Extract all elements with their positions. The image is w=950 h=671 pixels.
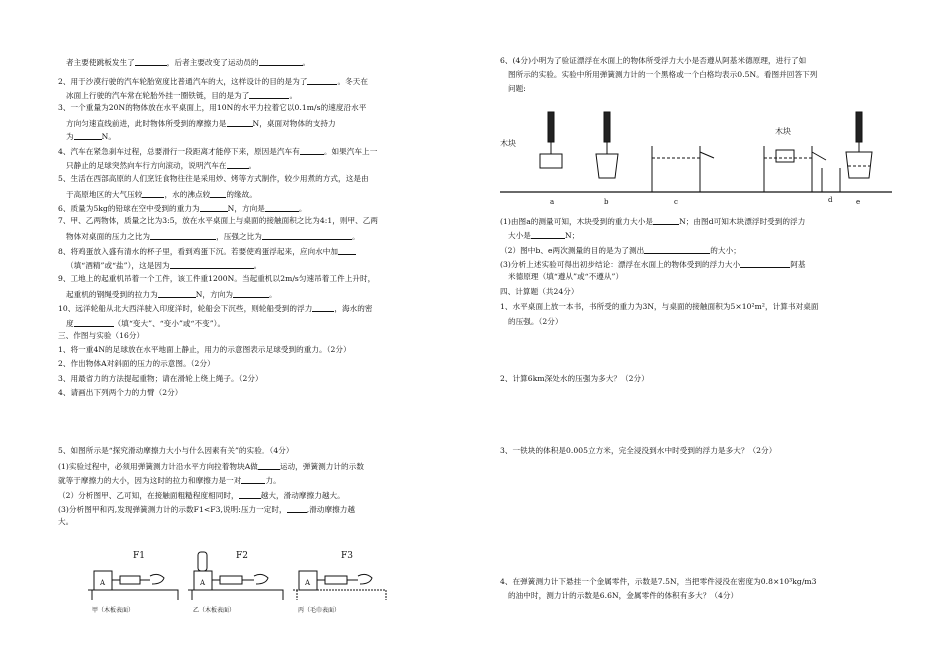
answer-blank[interactable] bbox=[300, 146, 324, 155]
question-10-line2: 度 （填“变大”、“变小”或“不变”）。 bbox=[66, 319, 226, 328]
question-8: 8、将鸡蛋放入盛有清水的杯子里，看到鸡蛋下沉。若要使鸡蛋浮起来，应向水中加 bbox=[58, 246, 356, 256]
answer-blank[interactable] bbox=[287, 504, 307, 513]
experiment-question-5: 5、如图所示是“探究滑动摩擦力大小与什么因素有关”的实验．（4分） bbox=[58, 446, 294, 455]
question-6-part1-line2: 大小是 N； bbox=[508, 231, 580, 240]
drawing-question-1: 1、将一重4N的足球放在水平地面上静止，用力的示意图表示足球受到的重力。（2分） bbox=[58, 345, 351, 354]
catch-cup-d bbox=[822, 168, 840, 192]
question-5-line2: 于高原地区的大气压较 ，水的沸点较 的缘故。 bbox=[66, 190, 257, 199]
q1-continuation: 者主要使跳板发生了 ，后者主要改变了运动员的 。 bbox=[66, 58, 311, 67]
answer-blank[interactable] bbox=[200, 203, 228, 212]
question-9: 9、工地上的起重机吊着一个工件，该工件重1200N。当起重机以2m/s匀速吊着工件上升时， bbox=[58, 274, 376, 283]
question-4: 4、汽车在紧急刹车过程，总要滑行一段距离才能停下来，原因是汽车有 。如果汽车上一 bbox=[58, 147, 378, 156]
question-3-line2: 方向匀速直线前进，此时物体所受到的摩擦力是 N，桌面对物体的支持力 bbox=[66, 119, 336, 128]
question-4-line2: 只静止的足球突然向车行方向滚动，说明汽车在 。 bbox=[66, 161, 257, 170]
answer-blank[interactable] bbox=[227, 118, 253, 127]
experiment-q5-part1: (1)实验过程中，必须用弹簧测力计沿水平方向拉着物块A做 运动，弹簧测力计的示数 bbox=[58, 462, 364, 471]
section-3-heading: 三、作图与实验（16分） bbox=[58, 331, 145, 340]
question-6: 6、质量为5kg的铅球在空中受到的重力为 N，方向是 。 bbox=[58, 204, 307, 213]
answer-blank[interactable] bbox=[307, 76, 337, 85]
label-c: c bbox=[674, 198, 678, 206]
caption-jia: 甲（木板表面） bbox=[92, 607, 135, 614]
answer-blank[interactable] bbox=[338, 246, 356, 255]
scale-a bbox=[548, 112, 554, 142]
section-4-heading: 四、计算题（共24分） bbox=[500, 287, 579, 296]
label-wood-right: 木块 bbox=[775, 127, 791, 136]
answer-blank[interactable] bbox=[142, 189, 164, 198]
bucket-b bbox=[596, 154, 618, 178]
answer-blank[interactable] bbox=[158, 289, 196, 298]
label-block-a: A bbox=[305, 579, 311, 587]
answer-blank[interactable] bbox=[312, 303, 334, 312]
experiment-q5-part3-line2: 大。 bbox=[58, 517, 74, 526]
question-8-line2: （填“酒精”或“盐”），这是因为 。 bbox=[66, 261, 262, 270]
answer-blank[interactable] bbox=[74, 131, 102, 140]
overflow-beaker-c bbox=[652, 146, 700, 192]
spout-c bbox=[700, 152, 714, 158]
experiment-q5-part3: (3)分析图甲和丙,发现弹簧测力计的示数F1<F3,说明:压力一定时， ,滑动摩擦力越 bbox=[58, 505, 356, 514]
drawing-question-4: 4、请画出下列两个力的力臂（2分） bbox=[58, 388, 183, 397]
label-e: e bbox=[856, 198, 861, 206]
spout-d bbox=[812, 152, 826, 160]
question-7: 7、甲、乙两物体，质量之比为3:5，放在水平桌面上与桌面的接触面积之比为4:1，则甲、乙两 bbox=[58, 216, 379, 225]
answer-blank[interactable] bbox=[239, 490, 261, 499]
spring-scale-3 bbox=[317, 576, 358, 584]
hand-3 bbox=[358, 574, 372, 584]
question-2-line2: 冰面上行驶的汽车常在轮胎外挂一圈铁链，目的是为了 。 bbox=[66, 91, 298, 100]
board-surface-2 bbox=[188, 590, 283, 600]
hand-2 bbox=[254, 574, 268, 584]
calc-question-2: 2、计算6km深处水的压强为多大？（2分） bbox=[500, 374, 649, 383]
answer-blank[interactable] bbox=[74, 318, 114, 327]
answer-blank[interactable] bbox=[258, 461, 280, 470]
answer-blank[interactable] bbox=[531, 230, 565, 239]
friction-experiment-figure bbox=[88, 538, 388, 618]
question-6-part3-line2: 米德原理（填“遵从”或“不遵从”） bbox=[508, 272, 624, 281]
answer-blank[interactable] bbox=[233, 289, 269, 298]
question-6-right-line3: 问题: bbox=[508, 84, 526, 93]
experiment-q5-part1-line2: 就等于摩擦力的大小，因为这时的拉力和摩擦力是一对 力。 bbox=[58, 476, 281, 485]
answer-blank[interactable] bbox=[170, 260, 254, 269]
answer-blank[interactable] bbox=[259, 57, 303, 66]
question-3-line3: 为 N。 bbox=[66, 132, 116, 141]
calc-question-1-line2: 的压强。（2分） bbox=[508, 317, 563, 326]
label-d: d bbox=[828, 196, 833, 204]
bucket-e bbox=[846, 152, 872, 178]
answer-blank[interactable] bbox=[740, 259, 790, 268]
hand-1 bbox=[150, 574, 164, 584]
label-a: a bbox=[550, 198, 555, 206]
question-10: 10、远洋轮船从北大西洋驶入印度洋时，轮船会下沉些，则轮船受到的浮力 ，海水的密 bbox=[58, 304, 373, 313]
answer-blank[interactable] bbox=[644, 245, 710, 254]
scale-b bbox=[604, 112, 610, 142]
wood-block-d bbox=[776, 150, 794, 162]
scale-e bbox=[856, 112, 862, 142]
label-block-a: A bbox=[200, 579, 206, 587]
label-b: b bbox=[604, 198, 609, 206]
buoyancy-experiment-figure bbox=[500, 106, 892, 206]
question-9-line2: 起重机的钢绳受到的拉力为 N，方向为 。 bbox=[66, 290, 277, 299]
label-wood-left: 木块 bbox=[500, 139, 516, 148]
answer-blank[interactable] bbox=[150, 231, 216, 240]
answer-blank[interactable] bbox=[227, 160, 249, 169]
label-f3: F3 bbox=[341, 551, 353, 561]
drawing-question-2: 2、作出物体A对斜面的压力的示意图。（2分） bbox=[58, 359, 215, 368]
experiment-q5-part2: （2）分析图甲、乙可知，在接触面粗糙程度相同时， 越大，滑动摩擦力越大。 bbox=[58, 491, 345, 500]
question-2: 2、用于沙漠行驶的汽车轮胎宽度比普通汽车的大，这样设计的目的是为了 。冬天在 bbox=[58, 77, 369, 86]
question-6-part3: (3)分析上述实验可得出初步结论：漂浮在水面上的物体受到的浮力大小 阿基 bbox=[500, 260, 806, 269]
answer-blank[interactable] bbox=[210, 189, 226, 198]
calc-question-3: 3、一铁块的体积是0.005立方米，完全浸没到水中时受到的浮力是多大？（2分） bbox=[500, 446, 777, 455]
towel-surface-3 bbox=[293, 590, 386, 600]
label-f1: F1 bbox=[133, 551, 145, 561]
calc-question-1: 1、水平桌面上放一本书，书所受的重力为3N，与桌面的接触面积为5×10²m²，计算书对桌面 bbox=[500, 302, 819, 311]
answer-blank[interactable] bbox=[265, 203, 299, 212]
calc-question-4: 4、在弹簧测力计下悬挂一个金属零件，示数是7.5N，当把零件浸没在密度为0.8×10³kg/m3 bbox=[500, 577, 817, 586]
board-surface-1 bbox=[88, 590, 178, 600]
wood-block-a bbox=[540, 154, 562, 168]
answer-blank[interactable] bbox=[241, 475, 265, 484]
spring-scale-1 bbox=[112, 576, 150, 584]
answer-blank[interactable] bbox=[653, 216, 679, 225]
spring-scale-2 bbox=[212, 576, 254, 584]
right-column bbox=[500, 0, 900, 671]
question-6-part2: （2）图中b、e两次测量的目的是为了测出 的大小； bbox=[500, 246, 741, 255]
caption-yi: 乙（木板表面） bbox=[193, 607, 236, 614]
answer-blank[interactable] bbox=[249, 90, 289, 99]
overflow-beaker-d bbox=[764, 146, 812, 192]
answer-blank[interactable] bbox=[262, 231, 352, 240]
label-block-a: A bbox=[100, 579, 106, 587]
question-3: 3、一个重量为20N的物体放在水平桌面上，用10N的水平力拉着它以0.1m/s的速度沿水平 bbox=[58, 103, 367, 112]
question-6-right-line2: 图所示的实验。实验中所用弹簧测力计的一个黑格或一个白格均表示0.5N。看图并回答下列 bbox=[508, 70, 818, 79]
left-column bbox=[58, 0, 450, 671]
question-6-right: 6、(4分)小明为了验证漂浮在水面上的物体所受浮力大小是否遵从阿基米德原理，进行了如 bbox=[500, 56, 807, 65]
label-f2: F2 bbox=[236, 551, 248, 561]
calc-question-4-line2: 的油中时，测力计的示数是6.6N，金属零件的体积有多大？（4分） bbox=[508, 591, 739, 600]
question-5: 5、生活在西部高原的人们烹饪食物往往是采用炒、烤等方式制作，较少用煮的方式，这是由 bbox=[58, 174, 369, 183]
weight-2 bbox=[198, 552, 207, 571]
question-7-line2: 物体对桌面的压力之比为 ，压强之比为 。 bbox=[66, 232, 360, 241]
answer-blank[interactable] bbox=[135, 57, 167, 66]
caption-bing: 丙（毛巾表面） bbox=[298, 607, 341, 614]
drawing-question-3: 3、用最省力的方法提起重物；请在滑轮上绕上绳子。（2分） bbox=[58, 374, 263, 383]
question-6-part1: (1)由图a的测量可知，木块受到的重力大小是 N；由图d可知木块漂浮时受到的浮力 bbox=[500, 217, 806, 226]
